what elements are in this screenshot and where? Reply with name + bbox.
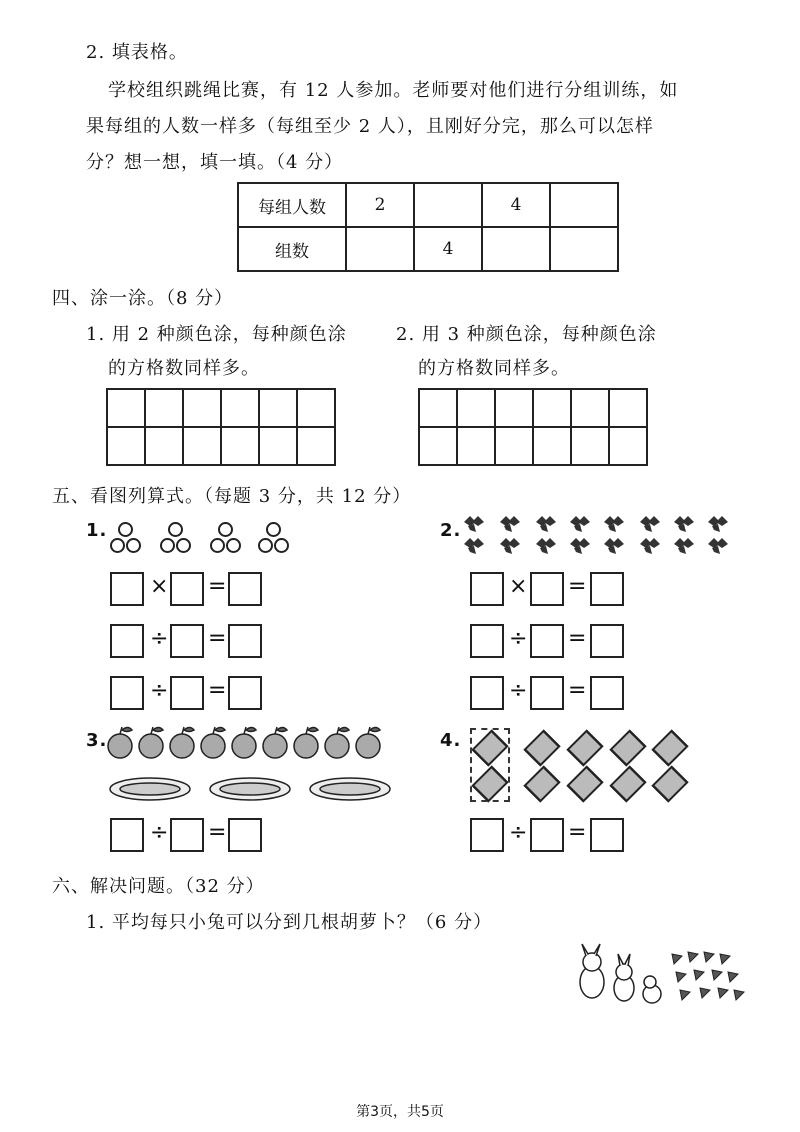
divide-sign: ÷ — [509, 820, 528, 845]
table-cell[interactable] — [550, 227, 618, 271]
answer-box[interactable] — [110, 572, 144, 606]
table-cell[interactable] — [482, 227, 550, 271]
s6-q1-text: 1. 平均每只小兔可以分到几根胡萝卜？（6 分） — [86, 912, 493, 933]
answer-box[interactable] — [228, 572, 262, 606]
table-cell[interactable] — [414, 183, 482, 227]
equals-sign: = — [568, 626, 587, 651]
page-footer: 第3页，共5页 — [356, 1104, 444, 1120]
answer-box[interactable] — [590, 572, 624, 606]
section6-title: 六、解决问题。（32 分） — [52, 876, 265, 897]
section5-title: 五、看图列算式。（每题 3 分，共 12 分） — [52, 486, 412, 507]
leaf-sprigs-picture — [462, 514, 732, 560]
table-cell[interactable]: 4 — [414, 227, 482, 271]
divide-sign: ÷ — [150, 626, 169, 651]
diamonds-picture — [470, 728, 690, 808]
answer-box[interactable] — [228, 676, 262, 710]
answer-box[interactable] — [470, 818, 504, 852]
apples-picture — [106, 724, 396, 764]
equals-sign: = — [568, 678, 587, 703]
equals-sign: = — [568, 574, 587, 599]
color-grid-1[interactable] — [106, 388, 336, 466]
row-label-per-group: 每组人数 — [238, 183, 346, 227]
answer-box[interactable] — [530, 676, 564, 710]
answer-box[interactable] — [170, 676, 204, 710]
table-cell[interactable] — [346, 227, 414, 271]
q2-text-line2: 果每组的人数一样多（每组至少 2 人），且刚好分完，那么可以怎样 — [86, 116, 654, 137]
times-sign: × — [509, 574, 528, 599]
s4-p1-line1: 1. 用 2 种颜色涂，每种颜色涂 — [86, 324, 347, 345]
s4-p2-line2: 的方格数同样多。 — [418, 358, 570, 379]
equals-sign: = — [208, 626, 227, 651]
answer-box[interactable] — [470, 624, 504, 658]
table-cell[interactable]: 2 — [346, 183, 414, 227]
answer-box[interactable] — [110, 624, 144, 658]
answer-box[interactable] — [110, 818, 144, 852]
section4-title: 四、涂一涂。（8 分） — [52, 288, 234, 309]
answer-box[interactable] — [228, 818, 262, 852]
s4-p1-line2: 的方格数同样多。 — [108, 358, 260, 379]
answer-box[interactable] — [170, 572, 204, 606]
answer-box[interactable] — [590, 676, 624, 710]
divide-sign: ÷ — [150, 678, 169, 703]
divide-sign: ÷ — [150, 820, 169, 845]
table-cell[interactable] — [550, 183, 618, 227]
equals-sign: = — [208, 678, 227, 703]
times-sign: × — [150, 574, 169, 599]
answer-box[interactable] — [530, 818, 564, 852]
answer-box[interactable] — [470, 572, 504, 606]
circle-groups-picture — [108, 520, 288, 556]
color-grid-2[interactable] — [418, 388, 648, 466]
equals-sign: = — [568, 820, 587, 845]
equals-sign: = — [208, 820, 227, 845]
problem-number: 2. — [440, 520, 462, 541]
equals-sign: = — [208, 574, 227, 599]
problem-number: 1. — [86, 520, 108, 541]
answer-box[interactable] — [470, 676, 504, 710]
table-cell[interactable]: 4 — [482, 183, 550, 227]
answer-box[interactable] — [590, 624, 624, 658]
divide-sign: ÷ — [509, 626, 528, 651]
problem-number: 3. — [86, 730, 108, 751]
rabbits-carrots-picture — [562, 942, 752, 1008]
answer-box[interactable] — [170, 818, 204, 852]
q2-text-line3: 分？想一想，填一填。（4 分） — [86, 152, 344, 173]
s4-p2-line1: 2. 用 3 种颜色涂，每种颜色涂 — [396, 324, 657, 345]
plates-picture — [106, 774, 396, 804]
answer-box[interactable] — [530, 624, 564, 658]
group-table — [237, 182, 619, 272]
answer-box[interactable] — [530, 572, 564, 606]
q2-text-line1: 学校组织跳绳比赛，有 12 人参加。老师要对他们进行分组训练，如 — [108, 80, 679, 101]
answer-box[interactable] — [110, 676, 144, 710]
answer-box[interactable] — [228, 624, 262, 658]
row-label-groups: 组数 — [238, 227, 346, 271]
answer-box[interactable] — [590, 818, 624, 852]
problem-number: 4. — [440, 730, 462, 751]
divide-sign: ÷ — [509, 678, 528, 703]
q2-heading: 2. 填表格。 — [86, 42, 188, 63]
answer-box[interactable] — [170, 624, 204, 658]
